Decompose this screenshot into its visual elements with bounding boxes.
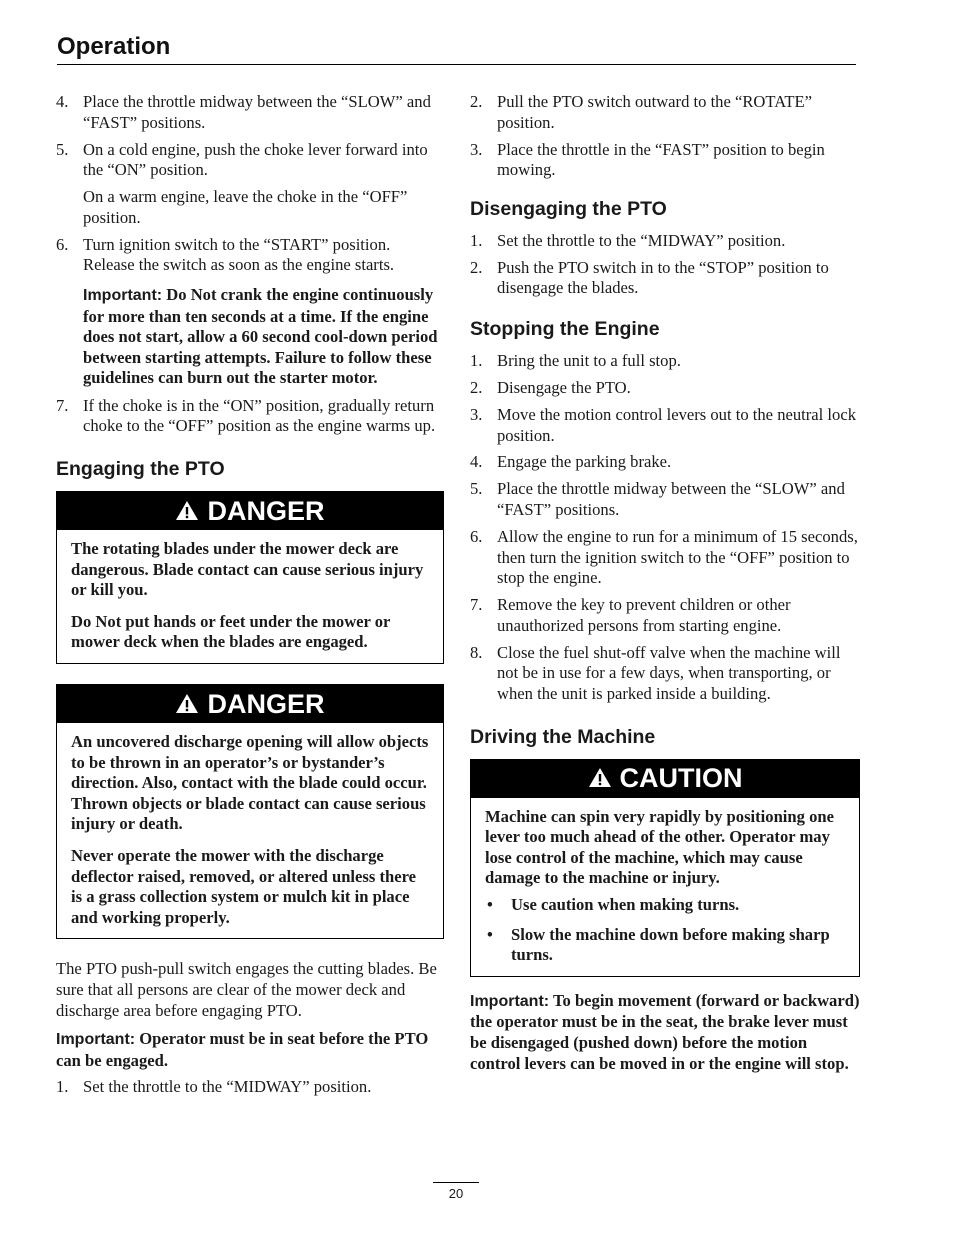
danger-box [56, 684, 444, 939]
danger-body [57, 530, 443, 663]
list-item-number: 1. [56, 1077, 69, 1097]
caution-body [471, 798, 859, 976]
list-item-number: 1. [470, 350, 483, 370]
list-item-text: Place the throttle midway between the “SLOW” and “FAST” positions. [83, 92, 431, 132]
list-item [470, 258, 860, 299]
list-item [470, 351, 860, 372]
list-item-text: Bring the unit to a full stop. [497, 350, 681, 370]
important-label: Important: [83, 286, 163, 304]
list-item [470, 452, 860, 473]
list-item-text: Push the PTO switch in to the “STOP” position to disengage the blades. [497, 257, 829, 298]
list-item-number: 2. [470, 377, 483, 397]
list-item [470, 405, 860, 446]
caution-header [471, 760, 859, 798]
section-heading-disengaging-pto: Disengaging the PTO [470, 197, 667, 220]
list-item [56, 396, 444, 437]
list-item-text: Pull the PTO switch outward to the “ROTATE” position. [497, 92, 812, 132]
bullet-text: Use caution when making turns. [511, 894, 740, 914]
list-item-number: 2. [470, 257, 483, 277]
caution-bullet [485, 925, 847, 966]
bullet-text: Slow the machine down before making sharp turns. [511, 924, 830, 965]
page-number: 20 [448, 1186, 464, 1201]
list-item-text: Set the throttle to the “MIDWAY” position. [497, 230, 786, 250]
important-text: Operator must be in seat before the PTO can be engaged. [56, 1029, 429, 1070]
list-item-number: 6. [56, 234, 69, 254]
section-heading-engaging-pto: Engaging the PTO [56, 458, 225, 481]
list-item-text: Place the throttle in the “FAST” position to begin mowing. [497, 139, 825, 180]
list-item-text: Move the motion control levers out to the neutral lock position. [497, 404, 856, 445]
warning-triangle-icon [588, 767, 612, 790]
list-item [56, 140, 444, 181]
list-item [470, 527, 860, 589]
list-item [56, 1077, 444, 1098]
bullet-marker: • [487, 924, 493, 944]
list-item [56, 235, 444, 276]
list-item [56, 92, 444, 133]
list-item [470, 140, 860, 181]
list-item-text: On a cold engine, push the choke lever forward into the “ON” position. [83, 139, 428, 180]
caution-label: CAUTION [619, 763, 743, 794]
caution-paragraph: Machine can spin very rapidly by positioning one lever too much ahead of the other. Operator may lose control of the machine, which may cause damage to the machine or injury. [485, 806, 834, 888]
list-item-text: Remove the key to prevent children or other unauthorized persons from starting engine. [497, 595, 791, 635]
caution-bullet [485, 895, 847, 916]
list-item-text: Turn ignition switch to the “START” position. Release the switch as soon as the engine starts. [83, 234, 395, 275]
list-item-text: Set the throttle to the “MIDWAY” position. [83, 1077, 372, 1097]
important-text: To begin movement (forward or backward) the operator must be in the seat, the brake lever must be disengaged (pushed down) before the motion control levers can be moved in or the engine will stop. [470, 990, 860, 1073]
danger-paragraph: The rotating blades under the mower deck are dangerous. Blade contact can cause serious injury or kill you. [71, 539, 424, 600]
list-item-number: 4. [56, 92, 69, 111]
right-column [470, 92, 860, 1074]
caution-box [470, 759, 860, 977]
important-text: Do Not crank the engine continuously for more than ten seconds at a time. If the engine does not start, allow a 60 second cool-down period between starting attempts. Failure to follow these guidelines can burn out the starter motor. [83, 284, 438, 388]
list-item-number: 5. [56, 139, 69, 159]
important-label: Important: [56, 1031, 136, 1049]
list-item-number: 8. [470, 642, 483, 662]
danger-paragraph: An uncovered discharge opening will allow objects to be thrown in an operator’s or bystander’s direction. Also, contact with the blade could occur. Thrown objects or blade contact can cause serious injury or death. [71, 732, 429, 834]
important-note [470, 991, 860, 1074]
list-item-number: 3. [470, 139, 483, 159]
list-item-text: If the choke is in the “ON” position, gradually return choke to the “OFF” position as the engine warms up. [83, 395, 436, 436]
danger-box [56, 491, 444, 664]
section-heading-stopping-engine: Stopping the Engine [470, 317, 660, 340]
danger-body [57, 723, 443, 938]
list-item [470, 595, 860, 636]
bullet-marker: • [487, 894, 493, 914]
section-heading-driving-machine: Driving the Machine [470, 725, 656, 748]
list-item-number: 7. [56, 395, 69, 415]
important-note [56, 285, 444, 389]
important-note [56, 1029, 444, 1071]
list-item [470, 231, 860, 252]
list-item [470, 479, 860, 520]
list-item-number: 2. [470, 92, 483, 111]
list-item-text: Disengage the PTO. [497, 377, 631, 397]
list-item-number: 5. [470, 479, 483, 499]
header-rule [57, 64, 856, 65]
list-item-number: 6. [470, 527, 483, 547]
warning-triangle-icon [175, 500, 199, 523]
list-item [470, 92, 860, 133]
warm-engine-note: On a warm engine, leave the choke in the “OFF” position. [83, 187, 408, 227]
list-item [470, 378, 860, 399]
danger-paragraph: Never operate the mower with the discharge deflector raised, removed, or altered unless there is a grass collection system or mulch kit in place and working properly. [71, 846, 417, 927]
list-item-text: Place the throttle midway between the “SLOW” and “FAST” positions. [497, 479, 845, 520]
danger-paragraph: Do Not put hands or feet under the mower or mower deck when the blades are engaged. [71, 611, 391, 652]
list-item-number: 4. [470, 452, 483, 472]
list-item-number: 1. [470, 230, 483, 250]
page-number-rule [433, 1182, 479, 1183]
left-column [56, 92, 444, 1104]
important-label: Important: [470, 992, 550, 1010]
list-item-text: Allow the engine to run for a minimum of 15 seconds, then turn the ignition switch to the “OFF” position to stop the engine. [497, 527, 858, 588]
list-item-number: 3. [470, 404, 483, 424]
danger-label: DANGER [207, 495, 325, 526]
pto-paragraph: The PTO push-pull switch engages the cutting blades. Be sure that all persons are clear of the mower deck and discharge area before engaging PTO. [56, 959, 437, 1020]
warning-triangle-icon [175, 693, 199, 716]
list-item [470, 643, 860, 705]
list-item-number: 7. [470, 595, 483, 615]
list-item-text: Engage the parking brake. [497, 452, 672, 472]
section-header-title: Operation [57, 33, 171, 60]
danger-header [57, 685, 443, 723]
danger-label: DANGER [207, 688, 325, 719]
list-item-text: Close the fuel shut-off valve when the machine will not be in use for a few days, when transporting, or when the unit is parked inside a building. [497, 642, 841, 703]
danger-header [57, 492, 443, 530]
